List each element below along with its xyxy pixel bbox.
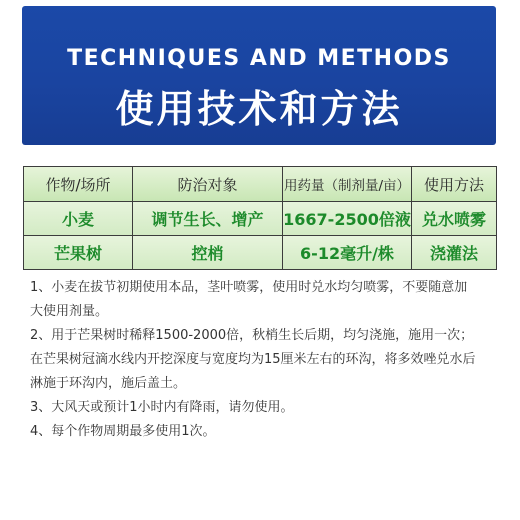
note-line: 3、大风天或预计1小时内有降雨，请勿使用。 — [30, 400, 294, 415]
note-line: 大使用剂量。 — [30, 304, 109, 319]
cell-target: 控梢 — [132, 236, 282, 269]
table-row — [24, 201, 496, 235]
table-row — [24, 235, 496, 269]
note-line: 在芒果树冠滴水线内开挖深度与宽度均为15厘米左右的环沟，将多效唑兑水后 — [30, 352, 476, 367]
note-line: 4、每个作物周期最多使用1次。 — [30, 424, 216, 439]
title-banner — [22, 6, 496, 145]
header-crop: 作物/场所 — [24, 167, 132, 201]
cell-crop: 芒果树 — [24, 236, 132, 269]
cell-target: 调节生长、增产 — [132, 202, 282, 235]
chinese-title: 使用技术和方法 — [115, 87, 403, 131]
header-method: 使用方法 — [411, 167, 496, 201]
note-line: 2、用于芒果树时稀释1500-2000倍，秋梢生长后期，均匀浇施，施用一次； — [30, 328, 474, 343]
usage-notes — [30, 276, 500, 444]
header-target: 防治对象 — [132, 167, 282, 201]
cell-dosage: 1667-2500倍液 — [282, 202, 411, 235]
note-line: 淋施于环沟内，施后盖土。 — [30, 376, 187, 391]
cell-method: 兑水喷雾 — [411, 202, 496, 235]
table-header-row — [24, 167, 496, 201]
note-line: 1、小麦在拔节初期使用本品，茎叶喷雾，使用时兑水均匀喷雾，不要随意加 — [30, 280, 468, 295]
cell-method: 浇灌法 — [411, 236, 496, 269]
cell-crop: 小麦 — [24, 202, 132, 235]
english-title: TECHNIQUES AND METHODS — [67, 46, 451, 71]
cell-dosage: 6-12毫升/株 — [282, 236, 411, 269]
header-dosage: 用药量（制剂量/亩） — [282, 167, 411, 201]
usage-table — [23, 166, 497, 270]
